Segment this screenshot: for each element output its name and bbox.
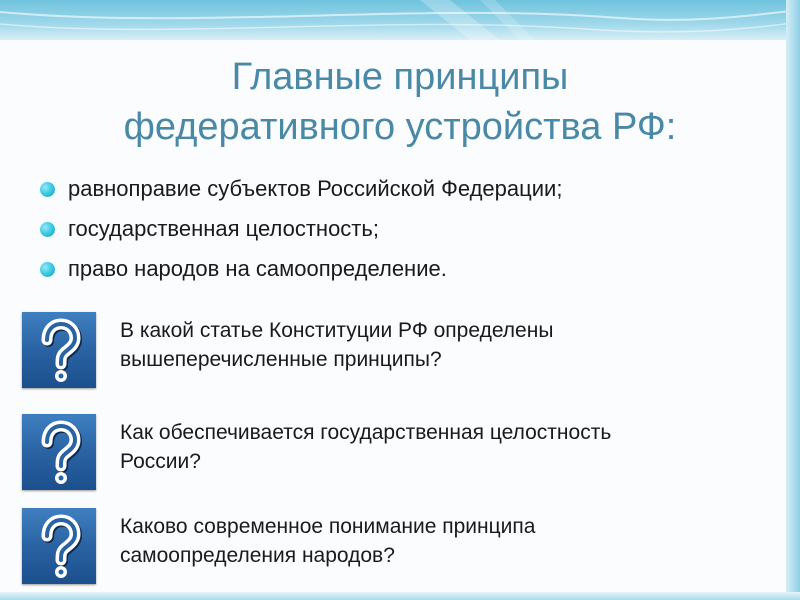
question-line: Как обеспечивается государственная целостность <box>120 421 612 444</box>
bullet-dot-icon <box>40 182 55 197</box>
question-block <box>22 508 792 584</box>
top-wave-band <box>0 0 800 40</box>
list-item-text: право народов на самоопределение. <box>68 256 447 281</box>
question-line: вышеперечисленные принципы? <box>120 348 442 371</box>
question-block <box>22 414 792 490</box>
question-mark-icon <box>22 312 96 388</box>
bottom-edge-band <box>0 592 800 600</box>
title-line: Главные принципы <box>231 56 569 98</box>
question-mark-icon <box>22 508 96 584</box>
question-line: Каково современное понимание принципа <box>120 515 536 538</box>
bullet-dot-icon <box>40 222 55 237</box>
question-text <box>120 316 760 374</box>
slide-title <box>0 52 800 152</box>
question-mark-icon <box>22 414 96 490</box>
list-item-text: государственная целостность; <box>68 216 379 241</box>
question-line: России? <box>120 450 201 473</box>
bullet-dot-icon <box>40 262 55 277</box>
list-item-text: равноправие субъектов Российской Федерации; <box>68 176 563 201</box>
question-text <box>120 418 760 476</box>
question-text <box>120 512 760 570</box>
question-line: самоопределения народов? <box>120 544 395 567</box>
title-line: федеративного устройства РФ: <box>123 106 677 148</box>
question-block <box>22 312 792 388</box>
question-line: В какой статье Конституции РФ определены <box>120 319 554 342</box>
